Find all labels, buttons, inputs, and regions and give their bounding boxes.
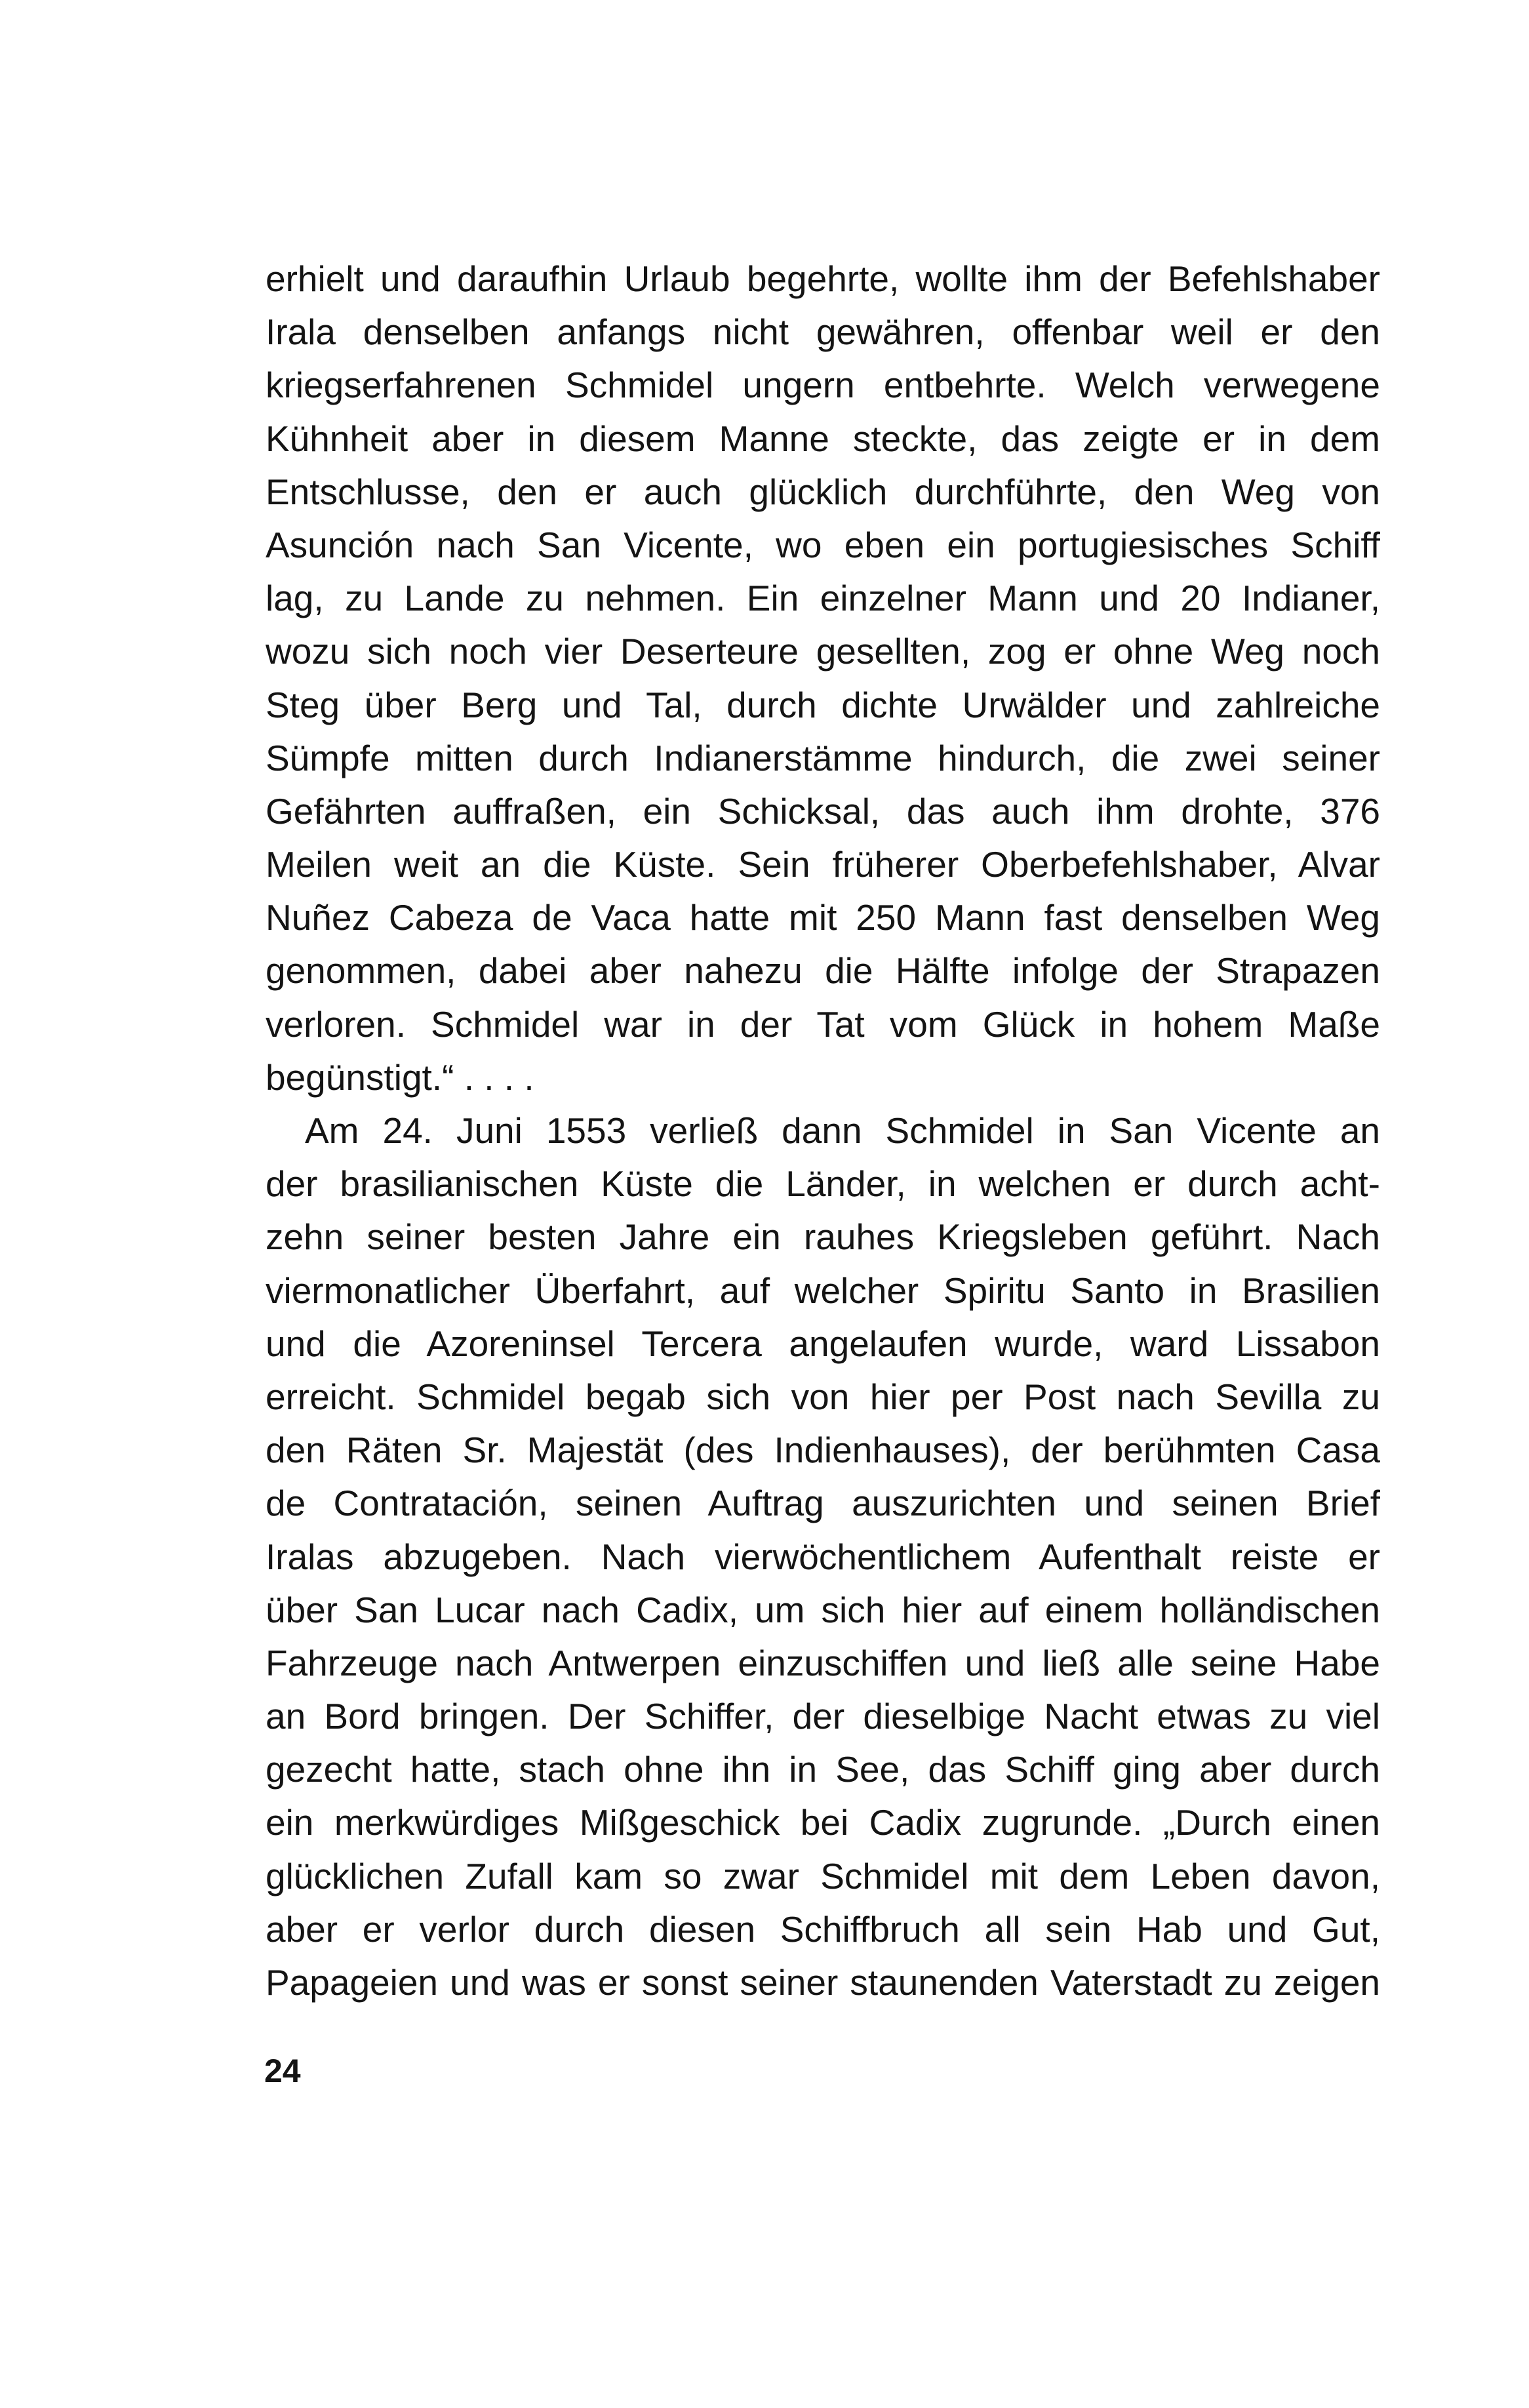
text-line: zehn seiner besten Jahre ein rauhes Kriegsleben geführt. Nach (266, 1216, 1380, 1258)
text-line: erreicht. Schmidel begab sich von hier per Post nach Sevilla zu (266, 1376, 1380, 1417)
text-line: Sümpfe mitten durch Indianerstämme hindurch, die zwei seiner (266, 737, 1380, 778)
text-line: gezecht hatte, stach ohne ihn in See, das Schiff ging aber durch (266, 1749, 1380, 1790)
text-line: an Bord bringen. Der Schiffer, der dieselbige Nacht etwas zu viel (266, 1696, 1380, 1737)
text-line: viermonatlicher Überfahrt, auf welcher Spiritu Santo in Brasilien (266, 1270, 1380, 1311)
text-line: über San Lucar nach Cadix, um sich hier auf einem holländischen (266, 1589, 1380, 1630)
text-line: Papageien und was er sonst seiner staunenden Vaterstadt zu zeigen (266, 1962, 1380, 2003)
text-line: Asunción nach San Vicente, wo eben ein portugiesisches Schiff (266, 524, 1380, 565)
text-line: wozu sich noch vier Deserteure gesellten, zog er ohne Weg noch (266, 631, 1380, 672)
body-text (266, 252, 1380, 2009)
text-line: Gefährten auffraßen, ein Schicksal, das auch ihm drohte, 376 (266, 790, 1380, 832)
text-line: der brasilianischen Küste die Länder, in welchen er durch acht- (266, 1163, 1380, 1205)
text-line: genommen, dabei aber nahezu die Hälfte infolge der Strapazen (266, 950, 1380, 992)
text-line: Irala denselben anfangs nicht gewähren, offenbar weil er den (266, 311, 1380, 353)
text-line: den Räten Sr. Majestät (des Indienhauses), der berühmten Casa (266, 1430, 1380, 1471)
text-line: begünstigt.“ . . . . (266, 1056, 534, 1098)
text-line: de Contratación, seinen Auftrag auszurichten und seinen Brief (266, 1483, 1380, 1524)
text-line: aber er verlor durch diesen Schiffbruch all sein Hab und Gut, (266, 1908, 1380, 1950)
text-line: Kühnheit aber in diesem Manne steckte, das zeigte er in dem (266, 418, 1380, 459)
page-number: 24 (264, 2053, 301, 2089)
text-line: und die Azoreninsel Tercera angelaufen wurde, ward Lissabon (266, 1323, 1380, 1364)
text-line: Entschlusse, den er auch glücklich durchführte, den Weg von (266, 471, 1380, 512)
text-line: Am 24. Juni 1553 verließ dann Schmidel in San Vicente an (305, 1110, 1380, 1151)
text-line: lag, zu Lande zu nehmen. Ein einzelner Mann und 20 Indianer, (266, 578, 1380, 619)
text-line: Meilen weit an die Küste. Sein früherer Oberbefehlshaber, Alvar (266, 844, 1380, 885)
text-line: kriegserfahrenen Schmidel ungern entbehrte. Welch verwegene (266, 365, 1380, 406)
text-line: Fahrzeuge nach Antwerpen einzuschiffen und ließ alle seine Habe (266, 1642, 1380, 1683)
text-line: Iralas abzugeben. Nach vierwöchentlichem Aufenthalt reiste er (266, 1536, 1380, 1577)
text-line: Steg über Berg und Tal, durch dichte Urwälder und zahlreiche (266, 684, 1380, 725)
text-line: glücklichen Zufall kam so zwar Schmidel mit dem Leben davon, (266, 1855, 1380, 1896)
text-line: Nuñez Cabeza de Vaca hatte mit 250 Mann fast denselben Weg (266, 897, 1380, 938)
text-line: verloren. Schmidel war in der Tat vom Glück in hohem Maße (266, 1003, 1380, 1045)
text-line: erhielt und daraufhin Urlaub begehrte, wollte ihm der Befehlshaber (266, 258, 1380, 299)
text-line: ein merkwürdiges Mißgeschick bei Cadix zugrunde. „Durch einen (266, 1802, 1380, 1843)
